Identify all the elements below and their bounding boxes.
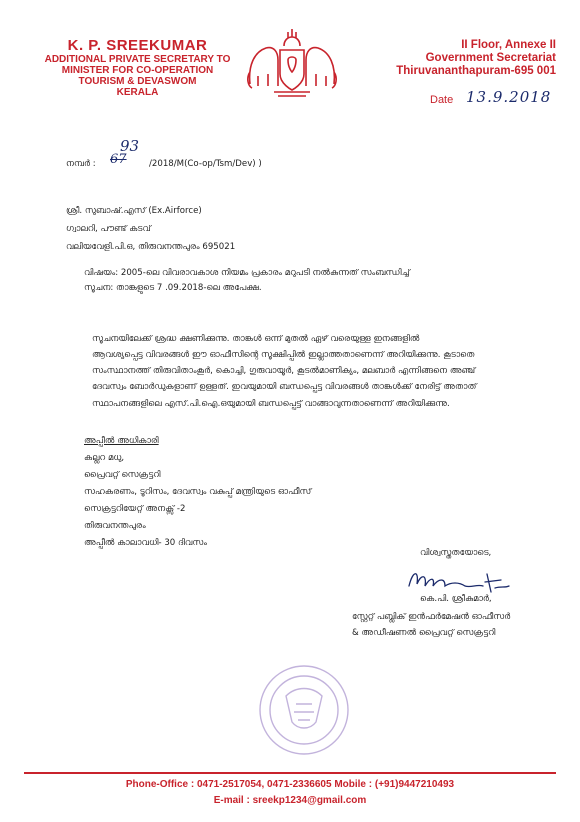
reference-number-handwritten: 67: [110, 152, 127, 167]
appeal-authority-line-5: തിരുവനന്തപുരം: [84, 521, 146, 531]
address-line-2: Government Secretariat: [425, 52, 556, 64]
reference-line: സൂചന: താങ്കളുടെ 7 .09.2018-ലെ അപേക്ഷ.: [84, 283, 262, 293]
designation-line-3: TOURISM & DEVASWOM: [78, 76, 197, 87]
date-value: 13.9.2018: [466, 88, 552, 106]
footer-divider: [24, 772, 556, 774]
handwritten-signature: [405, 564, 515, 594]
closing-salutation: വിശ്വസ്തതയോടെ,: [420, 548, 492, 558]
designation-line-1: ADDITIONAL PRIVATE SECRETARY TO: [44, 54, 231, 65]
body-line-1: സൂചനയിലേക്ക് ശ്രദ്ധ ക്ഷണിക്കുന്നു. താങ്കൾ ഒന്ന് മുതൽ ഏഴ് വരെയുള്ള ഇനങ്ങളിൽ: [92, 334, 420, 344]
letterhead-right: [396, 39, 556, 78]
reference-suffix: /2018/M(Co-op/Tsm/Dev) ): [149, 159, 262, 169]
reference-number-correction: 93: [120, 137, 140, 155]
appeal-period: അപ്പീൽ കാലാവധി- 30 ദിവസം: [84, 538, 207, 548]
kerala-state-emblem-icon: [244, 26, 340, 100]
address-line-3: Thiruvananthapuram-695 001: [396, 65, 556, 77]
appeal-authority-line-4: സെക്രട്ടറിയേറ്റ് അനക്സ് -2: [84, 504, 186, 514]
signatory-name: കെ.പി. ശ്രീകുമാർ,: [420, 594, 492, 604]
letterhead-left: [30, 37, 245, 98]
designation-line-2: MINISTER FOR CO-OPERATION: [61, 65, 214, 76]
appeal-authority-title: അപ്പീൽ അധികാരി: [84, 436, 159, 446]
signatory-designation-2: & അഡീഷണൽ പ്രൈവറ്റ് സെക്രട്ടറി: [352, 628, 496, 638]
subject-line: വിഷയം: 2005-ലെ വിവരാവകാശ നിയമം പ്രകാരം മറുപടി നൽകുന്നത് സംബന്ധിച്ച്: [84, 268, 410, 278]
footer-phone: Phone-Office : 0471-2517054, 0471-2336605 Mobile : (+91)9447210493: [125, 779, 455, 790]
address-line-1: II Floor, Annexe II: [461, 39, 556, 51]
designation-line-4: KERALA: [116, 87, 159, 98]
body-line-3: സംസ്ഥാനത്ത് തിരുവിതാംകൂർ, കൊച്ചി, ഗുരുവായൂർ, കൂടൽമാണിക്യം, മലബാർ എന്നിങ്ങനെ അഞ്ച്: [92, 366, 476, 376]
appeal-authority-line-2: പ്രൈവറ്റ് സെക്രട്ടറി: [84, 470, 161, 480]
body-line-5: സ്ഥാപനങ്ങളിലെ എസ്.പി.ഐ.ഒയുമായി ബന്ധപ്പെട്ട് വാങ്ങാവുന്നതാണെന്ന് അറിയിക്കുന്നു.: [92, 399, 450, 409]
office-seal-stamp: [256, 660, 352, 760]
date-label: Date: [430, 94, 454, 106]
body-line-2: ആവശ്യപ്പെട്ട വിവരങ്ങൾ ഈ ഓഫീസിന്റെ സൂക്ഷിപ്പിൽ ഇല്ലാത്തതാണെന്ന് അറിയിക്കുന്നു. കൂടാതെ: [92, 350, 475, 360]
footer-email: E-mail : sreekp1234@gmail.com: [213, 795, 367, 806]
recipient-address-line-2: വലിയവേളി.പി.ഒ, തിരുവനന്തപുരം 695021: [66, 242, 236, 252]
signatory-designation-1: സ്റ്റേറ്റ് പബ്ലിക് ഇൻഫർമേഷൻ ഓഫീസർ: [352, 612, 511, 622]
reference-label: നമ്പർ :: [66, 159, 96, 169]
recipient-name: ശ്രീ. സുബാഷ്.എസ് (Ex.Airforce): [66, 206, 202, 216]
officer-name: K. P. SREEKUMAR: [67, 37, 208, 54]
appeal-authority-line-3: സഹകരണം, ടൂറിസം, ദേവസ്വം വകുപ്പ് മന്ത്രിയുടെ ഓഫീസ്: [84, 487, 312, 497]
appeal-authority-line-1: കല്ലറ മധു,: [84, 453, 125, 463]
recipient-address-line-1: ഗ്വാലറി, പൗണ്ട് കടവ്: [66, 224, 151, 234]
body-line-4: ദേവസ്വം ബോർഡുകളാണ് ഉള്ളത്. ഇവയുമായി ബന്ധപ്പെട്ട വിവരങ്ങൾ താങ്കൾക്ക് നേരിട്ട് അതാത്: [92, 382, 477, 392]
